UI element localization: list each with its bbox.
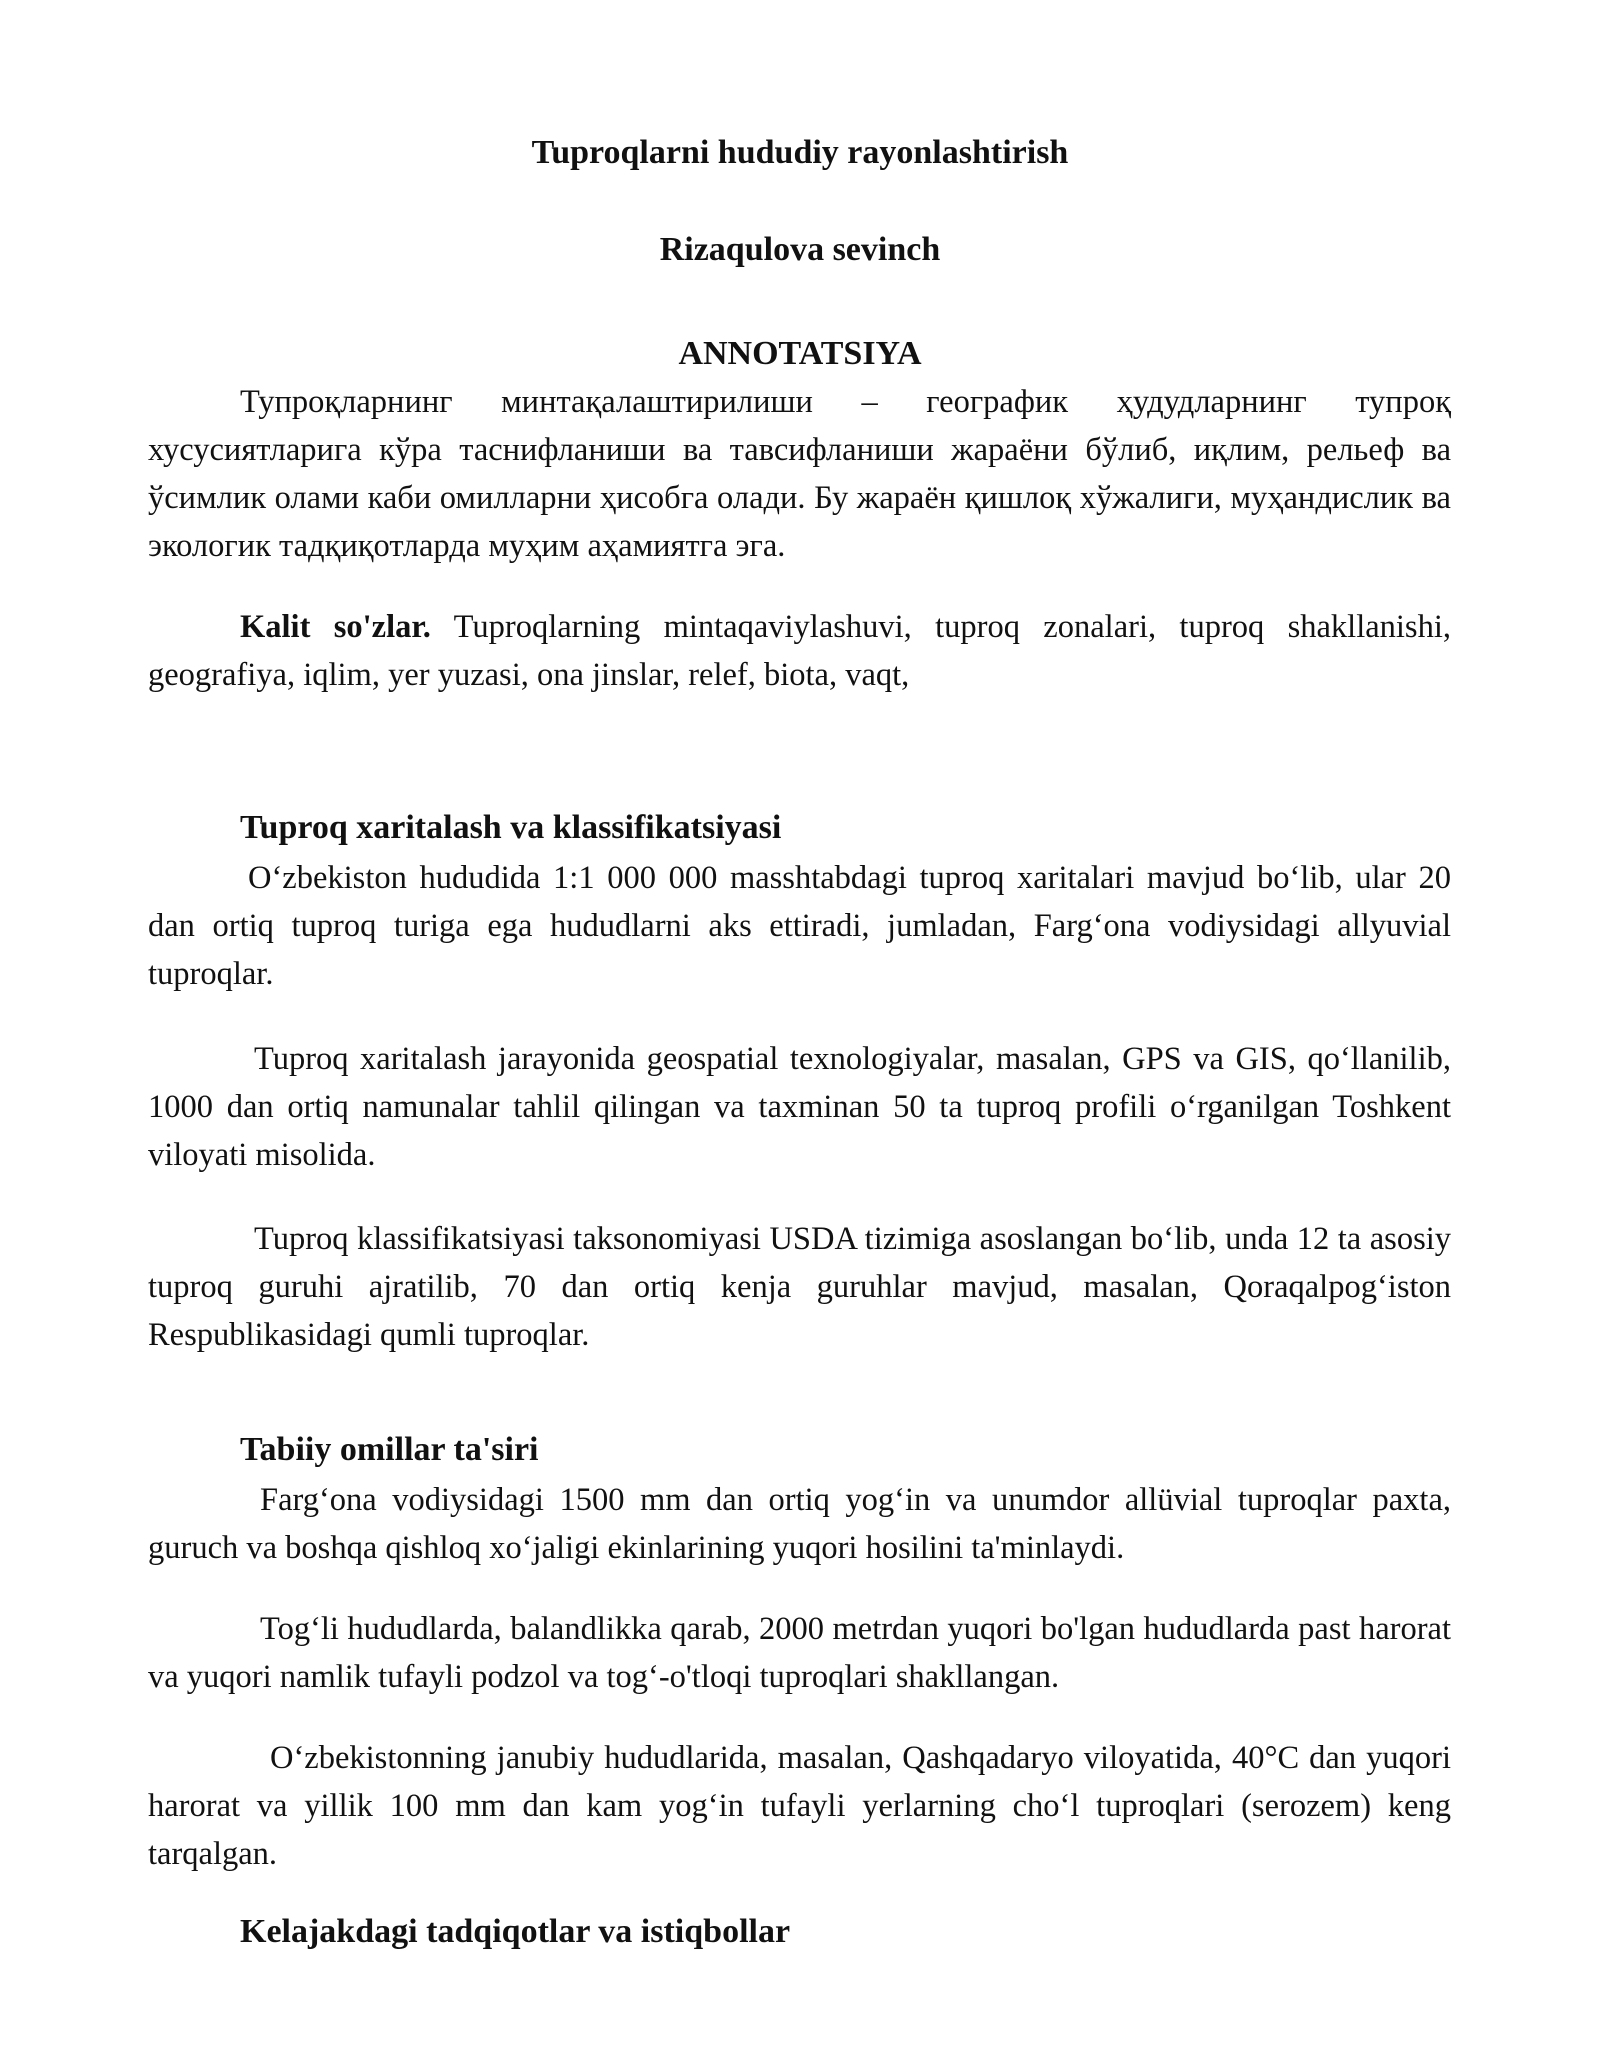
annotation-paragraph: Тупроқларнинг минтақалаштирилиши – географик ҳудудларнинг тупроқ хусусиятларига кўра таснифланиши ва тавсифланиши жараёни бўлиб, иқлим, рельеф ва ўсимлик олами каби омилларни ҳисобга олади. Бу жараён қишлоқ хўжалиги, муҳандислик ва экологик тадқиқотларда муҳим аҳамиятга эга. — [148, 384, 1451, 564]
section-heading-future-research: Kelajakdagi tadqiqotlar va istiqbollar — [240, 1913, 791, 1950]
section-heading-natural-factors: Tabiiy omillar ta'siri — [240, 1431, 539, 1468]
section-paragraph: Tuproq klassifikatsiyasi taksonomiyasi USDA tizimiga asoslangan bo‘lib, unda 12 ta asosiy tuproq guruhi ajratilib, 70 dan ortiq kenja guruhlar mavjud, masalan, Qoraqalpog‘iston Respublikasidagi qumli tuproqlar. — [148, 1221, 1451, 1353]
paper-title: Tuproqlarni hududiy rayonlashtirish — [531, 134, 1069, 171]
keywords-label: Kalit so'zlar. — [240, 609, 431, 645]
section-paragraph: O‘zbekistonning janubiy hududlarida, masalan, Qashqadaryo viloyatida, 40°C dan yuqori harorat va yillik 100 mm dan kam yog‘in tufayli yerlarning cho‘l tuproqlari (serozem) keng tarqalgan. — [148, 1740, 1451, 1872]
keywords-paragraph — [148, 603, 1451, 699]
keywords-text: Tuproqlarning mintaqaviylashuvi, tuproq zonalari, tuproq shakllanishi, geografiya, iqlim, yer yuzasi, ona jinslar, relef, biota, vaqt, — [148, 609, 1451, 693]
section-paragraph: Farg‘ona vodiysidagi 1500 mm dan ortiq yog‘in va unumdor allüvial tuproqlar paxta, guruch va boshqa qishloq xo‘jaligi ekinlarining yuqori hosilini ta'minlaydi. — [148, 1482, 1451, 1566]
section-paragraph: O‘zbekiston hududida 1:1 000 000 masshtabdagi tuproq xaritalari mavjud bo‘lib, ular 20 dan ortiq tuproq turiga ega hududlarni aks ettiradi, jumladan, Farg‘ona vodiysidagi allyuvial tuproqlar. — [148, 860, 1451, 992]
section-paragraph: Tog‘li hududlarda, balandlikka qarab, 2000 metrdan yuqori bo'lgan hududlarda past harorat va yuqori namlik tufayli podzol va tog‘-o'tloqi tuproqlari shakllangan. — [148, 1611, 1451, 1695]
author-name: Rizaqulova sevinch — [659, 231, 941, 268]
section-paragraph: Tuproq xaritalash jarayonida geospatial texnologiyalar, masalan, GPS va GIS, qo‘llanilib, 1000 dan ortiq namunalar tahlil qilingan va taxminan 50 ta tuproq profili o‘rganilgan Toshkent viloyati misolida. — [148, 1041, 1451, 1173]
section-heading-mapping: Tuproq xaritalash va klassifikatsiyasi — [240, 809, 782, 846]
annotation-heading: ANNOTATSIYA — [678, 335, 922, 372]
